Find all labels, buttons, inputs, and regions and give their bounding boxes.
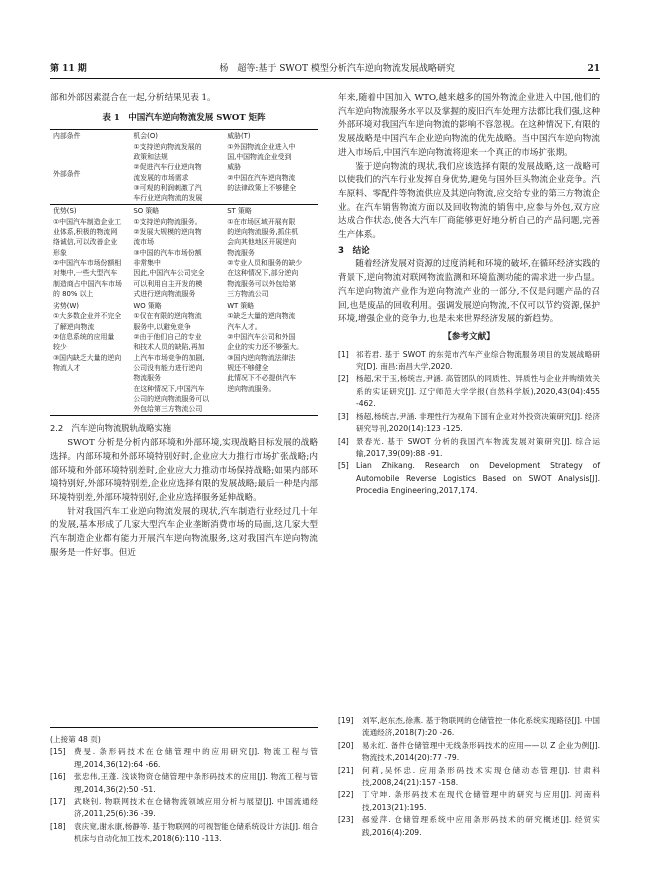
intro-paragraph: 部和外部因素混合在一起,分析结果见表 1。 (50, 93, 216, 103)
reference-item: [5] Lian Zhikang. Research on Development Strategy of Automobile Reverse Logistics Based on SWOT Analysis[J]. Procedia Engineering,2017,174. (338, 461, 600, 496)
strengths-cell: 优势(S) ①中国汽车制造企业工 业体系,积极的物流网 络诚信,可以改善企业 形象 ②中国汽车市场份额相 对集中,一些大型汽车 制造商占中国汽车市场 的 80% 以上 (50, 205, 130, 300)
conclusion-heading: 3 结论 (338, 245, 370, 256)
page-number: 21 (587, 64, 600, 74)
external-factors-label: 外部条件 (53, 169, 81, 178)
so-strategy-cell: SO 策略 ①支持逆向物流服务。 ②发展大规模的逆向物 流市场 ③中国的汽车市场份额 非常集中 因此,中国汽车公司完全 可以利用自主开发的模 式进行逆向物流服务 (130, 205, 224, 300)
reference-item: [3] 杨超,杨统吉,尹涵. 非理性行为视角下国有企业对外投资决策研究[J]. 经济研究导刊,2020(14):123 -125. (338, 411, 600, 434)
right-paragraph-1: 年来,随着中国加入 WTO,越来越多的国外物流企业进入中国,他们的汽车逆向物流服务水平以及掌握的废旧汽车处理方法都比我们强,这种外部环境对我国汽车逆向物流的影响不容忽视。在这种情况下,有限的发展战略是中国汽车企业逆向物流的优先战略。当中国汽车逆向物流进入市场后,中国汽车逆向物流将迎来一个真正的市场扩张期。 (338, 93, 600, 158)
wt-strategy-cell: WT 策略 ①缺乏大量的逆向物流 汽车人才。 ②中国汽车公司和外国 企业的实力还不够强大。 ③国内逆向物流法律法 规还不够健全 此情况下不必提供汽车 逆向物流服务。 (224, 300, 318, 416)
opportunities-cell: 机会(O) ①支持逆向物流发展的 政策和法规 ②促进汽车行业逆向物 流发展的市场需求 ③可观的利润刺激了汽 车行业逆向物流的发展 (130, 130, 224, 205)
threats-cell: 威胁(T) ①外国物流企业进入中 国,中国物流企业受到 威胁 ②中国在汽车逆向物流 的法律政策上不够健全 (224, 130, 318, 205)
wo-strategy-cell: WO 策略 ①仅在有限的逆向物流 服务中,以避免竞争 ②由于他们自己的专业 和技术人员的缺陷,再加 上汽车市场竞争的加剧, 公司没有能力进行逆向 物流服务 在这种情况下,中国汽车 公司的逆向物流服务可以 外包给第三方物流公司 (130, 300, 224, 416)
continued-references-right (338, 715, 600, 839)
header-rule (50, 78, 600, 79)
reference-item: [22] 丁守坤. 条形码技术在现代仓储管理中的研究与应用[J]. 河南科技,2013(21):195. (338, 790, 600, 812)
continued-divider (50, 727, 318, 728)
reference-item: [21] 何莉,吴怀忠. 应用条形码技术实现仓储动态管理[J]. 甘肃科技,2008,24(21):157 -158. (338, 765, 600, 788)
issue-number: 第 11 期 (50, 64, 87, 74)
reference-item: [20] 易永红. 备件仓储管理中无线条形码技术的应用——以 Z 企业为例[J]. 物流技术,2014(20):77 -79. (338, 740, 600, 763)
right-paragraph-2: 鉴于逆向物流的现状,我们应该选择有限的发展战略,这一战略可以使我们的汽车行业发挥自身优势,避免与国外巨头物流企业竞争。汽车原料、零配件等物流供应及其逆向物流,应交给专业的第三方物流企业。在汽车销售物流方面以及回收物流的销售中,应参与外包,双方应达成合作状态,使各大汽车厂商能够更好地分析自己的产品问题,完善生产体系。 (338, 161, 600, 241)
reference-item: [18] 袁庆宽,谢永康,杨静等. 基于物联网的可视智能仓储系统设计方法[J]. 组合机床与自动化加工技术,2018(6):110 -113. (50, 821, 318, 844)
reference-item: [23] 郝爱萍. 仓储管理系统中应用条形码技术的研究概述[J]. 经贸实践,2016(4):209. (338, 815, 600, 837)
table-caption: 表 1 中国汽车逆向物流发展 SWOT 矩阵 (102, 112, 266, 123)
reference-item: [16] 张忠伟,王蓬. 浅谈物资仓储管理中条形码技术的应用[J]. 物流工程与管理,2014,36(2):50 -51. (50, 772, 318, 794)
right-column (338, 92, 600, 498)
reference-item: [2] 杨超,宋于玉,杨统吉,尹涵. 高管团队的同质性、异质性与企业并购绩效关系的实证研究[J]. 辽宁师范大学学报(自然科学版),2020,43(04):455 -462. (338, 374, 600, 409)
running-header (50, 60, 600, 74)
st-strategy-cell: ST 策略 ①在市场区域开展有限 的逆向物流服务,抓住机 会向其他地区开展逆向 物流服务 ②专业人员和服务的缺少 在这种情况下,部分逆向 物流服务可以外包给第 三方物流公司 (224, 205, 318, 300)
continued-references-left (50, 734, 318, 846)
reference-item: [1] 祁若君. 基于 SWOT 的东莞市汽车产业综合物流服务项目的发展战略研究[D]. 南昌:南昌大学,2020. (338, 349, 600, 372)
section-2-2-heading: 2.2 汽车逆向物流脱轨战略实施 (50, 423, 172, 434)
reference-item: [4] 景春光. 基于 SWOT 分析的我国汽车物流发展对策研究[J]. 综合运输,2017,39(09):88 -91. (338, 436, 600, 458)
swot-table (50, 129, 318, 416)
reference-item: [19] 刘军,赵东杰,徐燕. 基于物联网的仓储管控一体化系统实现路径[J]. 中国流通经济,2018(7):20 -26. (338, 716, 600, 738)
continued-note: (上接第 48 页) (50, 735, 101, 744)
section-2-2-paragraph-1: SWOT 分析是分析内部环境和外部环境,实现战略目标发展的战略选择。内部环境和外部环境特别好时,企业应大力推行市场扩张战略;内部环境和外部环境特别差时,企业应大力推动市场保持战略;如果内部环境特别好,外部环境特别差,企业应选择有限的发展战略;最后一种是内部环境特别差,外部环境特别好,企业应选择服务延伸战略。 (50, 438, 318, 503)
conclusion-paragraph: 随着经济发展对资源的过度消耗和环境的破坏,在循环经济实践的背景下,逆向物流对联网物流监测和环境监测功能的需求进一步凸显。汽车逆向物流产业作为逆向物流产业的一部分,不仅是问题产品的召回,也是废品的回收利用。强调发展逆向物流,不仅可以节约资源,保护环境,增强企业的竞争力,也是未来世界经济发展的新趋势。 (338, 259, 600, 325)
section-2-2-paragraph-2: 针对我国汽车工业逆向物流发展的现状,汽车制造行业经过几十年的发展,基本形成了几家大型汽车企业垄断消费市场的局面,这几家大型汽车制造企业都有能力开展汽车逆向物流服务,这对我国汽车逆向物流服务是一件好事。但近 (50, 506, 318, 558)
article-title-header: 杨 超等:基于 SWOT 模型分析汽车逆向物流发展战略研究 (219, 64, 455, 74)
internal-factors-label: 内部条件 (50, 130, 130, 155)
references-list (338, 349, 600, 498)
reference-item: [15] 费旻. 条形码技术在仓储管理中的应用研究[J]. 物流工程与管理,2014,36(12):64 -66. (50, 747, 318, 769)
references-heading: 【参考文献】 (443, 331, 495, 342)
left-column (50, 92, 318, 560)
reference-item: [17] 武晓钊. 物联网技术在仓储物流领域应用分析与展望[J]. 中国流通经济,2011,25(6):36 -39. (50, 797, 318, 819)
weaknesses-cell: 劣势(W) ①大多数企业并不完全 了解逆向物流 ②信息系统的应用量 较少 ③国内缺乏大量的逆向 物流人才 (50, 300, 130, 416)
